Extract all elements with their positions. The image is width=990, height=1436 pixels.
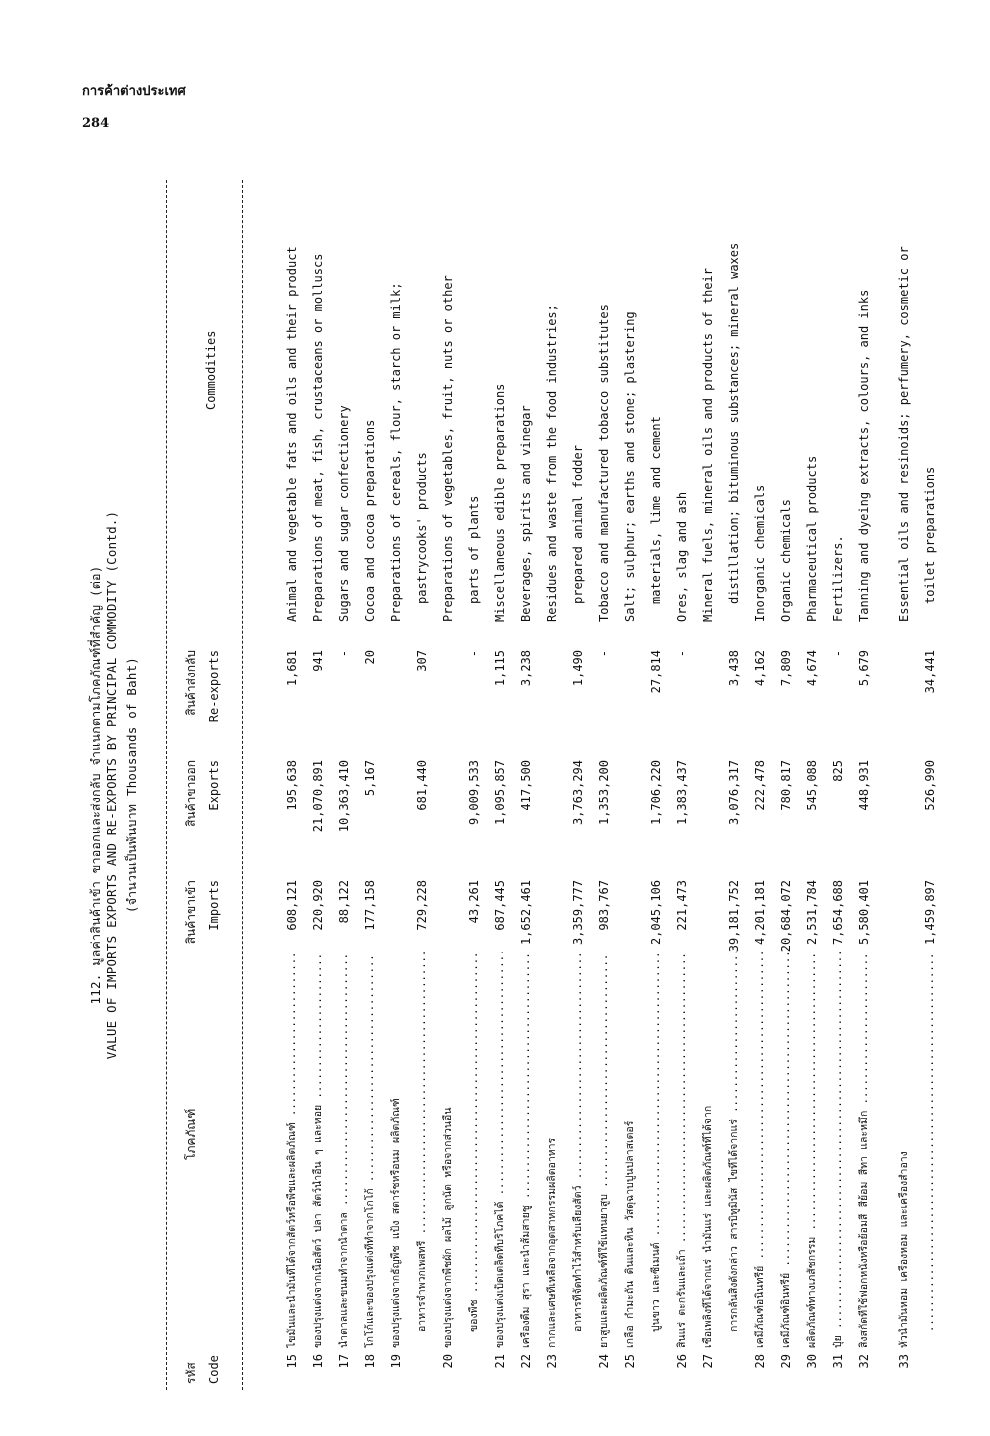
row-reexports-value: 4,162: [753, 650, 767, 687]
table-row: [338, 160, 364, 1410]
row-reexports-value: 1,681: [285, 650, 299, 687]
row-commodity-english: Residues and waste from the food industries;: [545, 304, 559, 622]
row-imports-value: 4,201,181: [753, 880, 767, 946]
row-exports-value: 1,383,437: [675, 760, 689, 826]
table-row: [572, 160, 598, 1410]
row-exports-value: 825: [831, 760, 845, 782]
row-reexports-value: -: [675, 650, 689, 658]
row-commodity-english: Mineral fuels, mineral oils and products of their: [701, 267, 715, 622]
row-reexports-value: 7,809: [779, 650, 793, 687]
row-commodity-thai: หัวน้ำมันหอม เครื่องหอม และเครื่องสำอาง: [898, 1151, 910, 1348]
row-commodity-thai: ยาสูบและผลิตภัณฑ์ที่ใช้แทนยาสูบ .....: [598, 952, 611, 1348]
row-exports-value: 1,706,220: [649, 760, 663, 826]
row-commodity-thai: ไขมันและน้ำมันที่ได้จากสัตว์หรือพืชและผลิตภัณฑ์ .....: [286, 952, 299, 1348]
table-row: [416, 160, 442, 1410]
row-commodity-english: Fertilizers.: [831, 535, 845, 622]
row-commodity-english: Ores, slag and ash: [675, 491, 689, 622]
row-exports-value: 526,990: [923, 760, 937, 811]
row-code: 20: [441, 1354, 455, 1369]
row-reexports-value: 1,490: [571, 650, 585, 687]
code-header-english: Code: [207, 1355, 221, 1384]
row-imports-value: 608,121: [285, 880, 299, 931]
row-commodity-english: Miscellaneous edible preparations: [493, 383, 507, 622]
row-commodity-english: Inorganic chemicals: [753, 484, 767, 622]
table-row: [754, 160, 780, 1410]
table-row: [832, 160, 858, 1410]
row-exports-value: 5,167: [363, 760, 377, 797]
exports-header-thai: สินค้าขาออก: [184, 760, 198, 827]
row-reexports-value: -: [337, 650, 351, 658]
row-commodity-english: Preparations of meat, fish, crustaceans or molluscs: [311, 253, 325, 622]
row-reexports-value: 34,441: [923, 650, 937, 694]
commodities-english-column-header: [204, 331, 218, 410]
row-code: 26: [675, 1354, 689, 1369]
table-row: [858, 160, 884, 1410]
row-imports-value: 983,767: [597, 880, 611, 931]
row-code: 32: [857, 1354, 871, 1369]
row-reexports-value: 1,115: [493, 650, 507, 687]
table-row: [364, 160, 390, 1410]
imports-header-thai: สินค้าขาเข้า: [184, 880, 198, 945]
row-code: 25: [623, 1354, 637, 1369]
row-commodity-english: materials, lime and cement: [649, 416, 663, 604]
row-commodity-thai: ปูนขาว และซีเมนต์ .....: [650, 952, 663, 1348]
row-commodity-thai: เกลือ กำมะถัน ดินและหิน วัสดุฉาบปูนปลาสเตอร์: [624, 1120, 636, 1348]
row-imports-value: 220,920: [311, 880, 325, 931]
row-imports-value: 43,261: [467, 880, 481, 924]
row-reexports-value: 27,814: [649, 650, 663, 694]
row-exports-value: 448,931: [857, 760, 871, 811]
row-imports-value: 39,181,752: [727, 880, 741, 953]
page-number: 284: [82, 116, 110, 131]
row-exports-value: 9,009,533: [467, 760, 481, 826]
table-row: [898, 160, 924, 1410]
exports-column-header: [182, 760, 221, 878]
row-reexports-value: 3,238: [519, 650, 533, 687]
row-commodity-english: Animal and vegetable fats and oils and their product: [285, 246, 299, 622]
table-row: [650, 160, 676, 1410]
row-imports-value: 221,473: [675, 880, 689, 931]
table-row: [286, 160, 312, 1410]
code-column-header: [182, 1355, 221, 1384]
commodity-thai-column-header: [182, 1109, 201, 1160]
row-commodity-english: Tanning and dyeing extracts, colours, and inks: [857, 289, 871, 622]
table-row: [468, 160, 494, 1410]
row-commodity-english: Tobacco and manufactured tobacco substitutes: [597, 304, 611, 622]
row-commodity-english: Sugars and sugar confectionery: [337, 405, 351, 622]
table-row: [624, 160, 650, 1410]
row-commodity-thai: การกลั่นสิ่งดังกล่าว สารบิทูมินัส ไขที่ได้จากแร่ .....: [728, 952, 741, 1348]
header-top-rule: [166, 180, 167, 1390]
table-row: [728, 160, 754, 1410]
row-code: 15: [285, 1354, 299, 1369]
row-imports-value: 2,531,784: [805, 880, 819, 946]
row-commodity-thai: เคมีภัณฑ์อนินทรีย์ .....: [754, 952, 767, 1348]
row-exports-value: 1,353,200: [597, 760, 611, 826]
row-commodity-thai: สิ่งสกัดที่ใช้ฟอกหนังหรือย้อมสี สีย้อม สีทา และหมึก .....: [858, 952, 871, 1348]
row-imports-value: 5,580,401: [857, 880, 871, 946]
row-code: 28: [753, 1354, 767, 1369]
table-row: [442, 160, 468, 1410]
row-commodity-thai: ผลิตภัณฑ์ทางเภสัชกรรม .....: [806, 952, 819, 1348]
row-imports-value: 88,122: [337, 880, 351, 924]
row-commodity-thai: อาหารที่จัดทำไว้สำหรับเลี้ยงสัตว์ .....: [572, 952, 585, 1348]
row-commodity-thai: สินแร่ ตะกรันและเถ้า .....: [676, 952, 689, 1348]
row-reexports-value: -: [597, 650, 611, 658]
row-commodity-english: prepared animal fodder: [571, 445, 585, 604]
row-code: 23: [545, 1354, 559, 1369]
row-reexports-value: 941: [311, 650, 325, 672]
row-code: 17: [337, 1354, 351, 1369]
row-commodity-thai: ของพืช .....: [468, 952, 481, 1348]
row-code: 27: [701, 1354, 715, 1369]
row-reexports-value: -: [467, 650, 481, 658]
row-imports-value: 1,459,897: [923, 880, 937, 946]
row-exports-value: 3,763,294: [571, 760, 585, 826]
row-reexports-value: 5,679: [857, 650, 871, 687]
row-code: 31: [831, 1354, 845, 1369]
row-exports-value: 10,363,410: [337, 760, 351, 833]
row-imports-value: 20,684,072: [779, 880, 793, 953]
row-exports-value: 545,088: [805, 760, 819, 811]
header-bottom-rule: [242, 180, 243, 1390]
row-reexports-value: 3,438: [727, 650, 741, 687]
row-imports-value: 729,228: [415, 880, 429, 931]
row-imports-value: 1,652,461: [519, 880, 533, 946]
row-code: 24: [597, 1354, 611, 1369]
reexports-column-header: [182, 650, 221, 760]
table-row: [598, 160, 624, 1410]
row-commodity-english: Cocoa and cocoa preparations: [363, 419, 377, 622]
code-header-thai: รหัส: [184, 1362, 198, 1384]
row-commodity-thai: ของปรุงแต่งจากเนื้อสัตว์ ปลา สัตว์น้ำอื่น ๆ และหอย .....: [312, 952, 325, 1348]
row-commodity-thai: ของปรุงแต่งเบ็ดเตล็ดที่บริโภคได้ .....: [494, 952, 507, 1348]
table-row: [494, 160, 520, 1410]
row-commodity-thai: [924, 952, 937, 1348]
table-title-english: VALUE OF IMPORTS EXPORTS AND RE-EXPORTS BY PRINCIPAL COMMODITY (Contd.): [104, 510, 119, 1060]
row-commodity-thai: ของปรุงแต่งจากธัญพืช แป้ง สตาร์ชหรือนม ผลิตภัณฑ์: [390, 1098, 402, 1348]
row-commodity-thai: อาหารจำพวกเพสทรี .....: [416, 952, 429, 1348]
reexports-header-thai: สินค้าส่งกลับ: [184, 650, 198, 716]
row-commodity-thai: เชื้อเพลิงที่ได้จากแร่ น้ำมันแร่ และผลิตภัณฑ์ที่ได้จาก: [702, 1105, 714, 1348]
row-imports-value: 687,445: [493, 880, 507, 931]
row-commodity-english: toilet preparations: [923, 466, 937, 604]
table-row: [806, 160, 832, 1410]
table-row: [520, 160, 546, 1410]
row-code: 18: [363, 1354, 377, 1369]
imports-header-english: Imports: [207, 880, 221, 931]
row-imports-value: 2,045,106: [649, 880, 663, 946]
table-row: [546, 160, 572, 1410]
row-imports-value: 3,359,777: [571, 880, 585, 946]
row-code: 16: [311, 1354, 325, 1369]
row-exports-value: 417,500: [519, 760, 533, 811]
row-code: 21: [493, 1354, 507, 1369]
commodities-header-english: Commodities: [204, 330, 218, 410]
row-commodity-english: Beverages, spirits and vinegar: [519, 405, 533, 622]
row-commodity-english: parts of plants: [467, 495, 481, 604]
row-imports-value: 177,158: [363, 880, 377, 931]
row-code: 33: [897, 1354, 911, 1369]
row-commodity-english: distillation; bituminous substances; mineral waxes: [727, 242, 741, 604]
table-title-thai: 112. มูลค่าสินค้าเข้า ขาออกและส่งกลับ จำแนกตามโภคภัณฑ์ที่สำคัญ (ต่อ): [88, 565, 103, 1005]
table-row: [676, 160, 702, 1410]
row-reexports-value: 307: [415, 650, 429, 672]
row-code: 30: [805, 1354, 819, 1369]
row-commodity-thai: ปุ๋ย .....: [832, 952, 845, 1348]
row-commodity-thai: เครื่องดื่ม สุรา และน้ำส้มสายชู .....: [520, 952, 533, 1348]
table-row: [924, 160, 950, 1410]
row-code: 19: [389, 1354, 403, 1369]
row-commodity-thai: ของปรุงแต่งจากพืชผัก ผลไม้ ลูกนัต หรือจากส่วนอื่น: [442, 1107, 454, 1348]
table-row: [390, 160, 416, 1410]
row-exports-value: 1,095,857: [493, 760, 507, 826]
row-code: 29: [779, 1354, 793, 1369]
commodity-header-thai: โภคภัณฑ์: [184, 1108, 198, 1160]
exports-header-english: Exports: [207, 760, 221, 811]
row-exports-value: 681,440: [415, 760, 429, 811]
imports-column-header: [182, 880, 221, 1000]
row-exports-value: 780,817: [779, 760, 793, 811]
row-exports-value: 222,478: [753, 760, 767, 811]
row-commodity-english: Organic chemicals: [779, 499, 793, 622]
row-reexports-value: 4,674: [805, 650, 819, 687]
row-exports-value: 21,070,891: [311, 760, 325, 833]
rotated-table: [86, 160, 937, 1410]
row-exports-value: 195,638: [285, 760, 299, 811]
reexports-header-english: Re-exports: [207, 650, 221, 723]
table-unit: (จำนวนเป็นพันบาท Thousands of Baht): [124, 656, 139, 914]
page-header-department: การค้าต่างประเทศ: [82, 84, 186, 99]
row-commodity-english: Preparations of cereals, flour, starch or milk;: [389, 282, 403, 622]
table-row: [780, 160, 806, 1410]
row-commodity-english: pastrycooks' products: [415, 452, 429, 604]
row-reexports-value: 20: [363, 650, 377, 665]
row-commodity-english: Salt; sulphur; earths and stone; plastering: [623, 311, 637, 622]
row-exports-value: 3,076,317: [727, 760, 741, 826]
row-reexports-value: -: [831, 650, 845, 658]
row-commodity-thai: กากและเศษที่เหลือจากอุตสาหกรรมผลิตอาหาร: [546, 1137, 558, 1348]
row-imports-value: 7,654,688: [831, 880, 845, 946]
row-commodity-english: Essential oils and resinoids; perfumery, cosmetic or: [897, 246, 911, 622]
table-row: [312, 160, 338, 1410]
row-commodity-thai: น้ำตาลและขนมทำจากน้ำตาล .....: [338, 952, 351, 1348]
row-commodity-thai: เคมีภัณฑ์อินทรีย์ .....: [780, 952, 793, 1348]
row-commodity-thai: โกโก้และของปรุงแต่งที่ทำจากโกโก้ .....: [364, 952, 377, 1348]
row-commodity-english: Preparations of vegetables, fruit, nuts or other: [441, 275, 455, 622]
table-row: [702, 160, 728, 1410]
row-commodity-english: Pharmaceutical products: [805, 455, 819, 622]
row-code: 22: [519, 1354, 533, 1369]
